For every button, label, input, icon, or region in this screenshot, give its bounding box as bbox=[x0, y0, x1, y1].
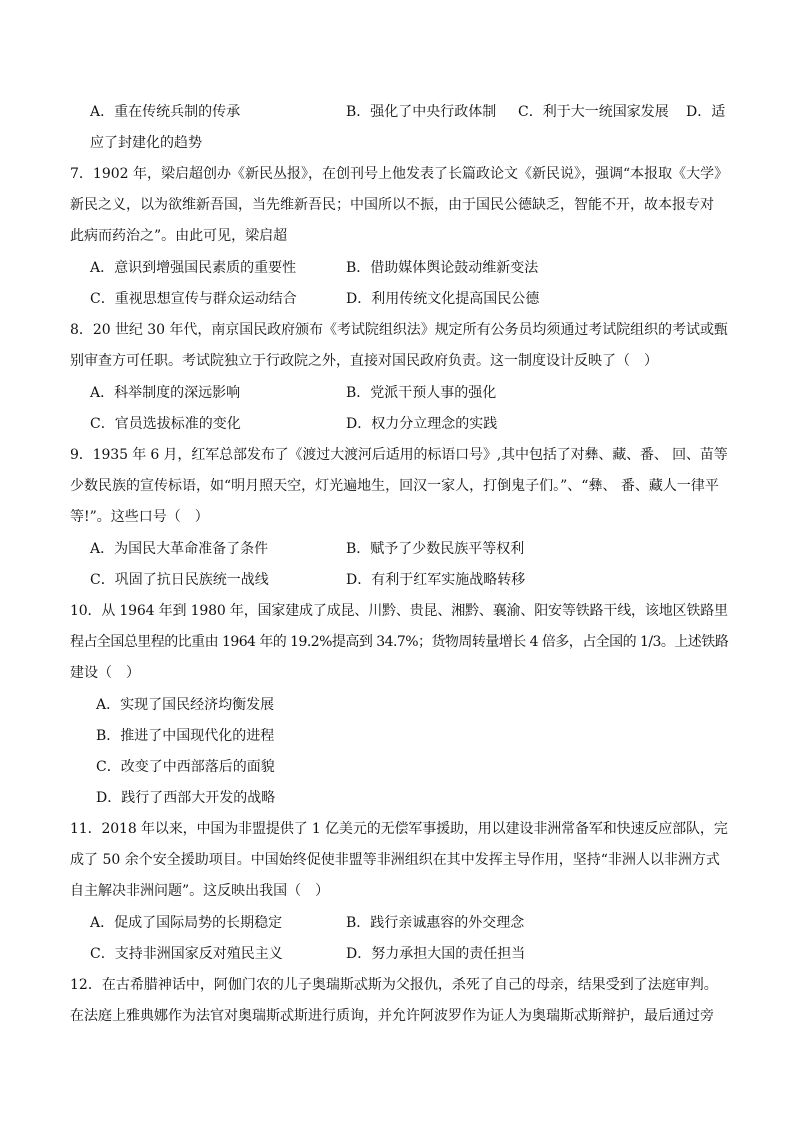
q11-option-a: A．促成了国际局势的长期稳定 bbox=[90, 915, 283, 931]
q6-option-a: A．重在传统兵制的传承 bbox=[90, 104, 241, 120]
q11-stem-line-1: 11．2018 年以来，中国为非盟提供了 1 亿美元的无偿军事援助，用以建设非洲常备军和快速反应部队，完 bbox=[70, 821, 728, 837]
q9-stem-line-1: 9．1935 年 6 月，红军总部发布了《渡过大渡河后适用的标语口号》,其中包括了对彝、藏、番、 回、苗等 bbox=[70, 447, 728, 463]
q11-stem-line-2: 成了 50 余个安全援助项目。中国始终促使非盟等非洲组织在其中发挥主导作用，坚持“非洲人以非洲方式 bbox=[70, 852, 720, 868]
q8-option-d: D．权力分立理念的实践 bbox=[346, 416, 498, 432]
q9-option-b: B．赋予了少数民族平等权利 bbox=[346, 541, 525, 557]
q9-option-c: C．巩固了抗日民族统一战线 bbox=[90, 572, 269, 588]
q10-stem-line-3: 建设（ ） bbox=[70, 665, 140, 681]
q10-option-a: A．实现了国民经济均衡发展 bbox=[96, 697, 275, 713]
q7-option-c: C．重视思想宣传与群众运动结合 bbox=[90, 291, 297, 307]
q6-option-d-continuation: 应了封建化的趋势 bbox=[90, 135, 202, 151]
q8-option-a: A．科举制度的深远影响 bbox=[90, 385, 241, 401]
q7-option-a: A．意识到增强国民素质的重要性 bbox=[90, 260, 297, 276]
q9-stem-line-2: 少数民族的宣传标语，如“明月照天空，灯光遍地生，回汉一家人，打倒鬼子们。”、“彝、 番、藏人一律平 bbox=[70, 478, 719, 494]
q10-stem-line-2: 程占全国总里程的比重由 1964 年的 19.2%提高到 34.7%；货物周转量增长 4 倍多，占全国的 1/3。上述铁路 bbox=[70, 634, 729, 650]
q7-stem-line-2: 新民之义，以为欲维新吾国，当先维新吾民；中国所以不振，由于国民公德缺乏，智能不开，故本报专对 bbox=[70, 197, 714, 213]
q6-option-d: D．适 bbox=[686, 104, 726, 120]
q8-option-b: B．党派干预人事的强化 bbox=[346, 385, 497, 401]
q11-option-b: B．践行亲诚惠容的外交理念 bbox=[346, 915, 525, 931]
q7-stem-line-1: 7．1902 年，梁启超创办《新民丛报》，在创刊号上他发表了长篇政论文《新民说》，强调“本报取《大学》 bbox=[70, 166, 729, 182]
q12-stem-line-2: 在法庭上雅典娜作为法官对奥瑞斯忒斯进行质询，并允许阿波罗作为证人为奥瑞斯忒斯辩护，最后通过旁 bbox=[70, 1008, 714, 1024]
q9-option-a: A．为国民大革命准备了条件 bbox=[90, 541, 269, 557]
q11-option-d: D．努力承担大国的责任担当 bbox=[346, 946, 526, 962]
q12-stem-line-1: 12．在古希腊神话中，阿伽门农的儿子奥瑞斯忒斯为父报仇，杀死了自己的母亲，结果受到了法庭审判。 bbox=[70, 977, 718, 993]
q10-stem-line-1: 10．从 1964 年到 1980 年，国家建成了成昆、川黔、贵昆、湘黔、襄渝、阳安等铁路干线，该地区铁路里 bbox=[70, 603, 728, 619]
q9-stem-line-3: 等!”。这些口号（ ） bbox=[70, 509, 209, 525]
q10-option-c: C．改变了中西部落后的面貌 bbox=[96, 759, 275, 775]
q7-stem-line-3: 此病而药治之”。由此可见，梁启超 bbox=[70, 228, 288, 244]
q11-stem-line-3: 自主解决非洲问题”。这反映出我国（ ） bbox=[70, 883, 330, 899]
q6-option-c: C．利于大一统国家发展 bbox=[518, 104, 669, 120]
q7-option-b: B．借助媒体舆论鼓动维新变法 bbox=[346, 260, 539, 276]
q7-option-d: D．利用传统文化提高国民公德 bbox=[346, 291, 540, 307]
q8-stem-line-1: 8．20 世纪 30 年代，南京国民政府颁布《考试院组织法》规定所有公务员均须通过考试院组织的考试或甄 bbox=[70, 322, 728, 338]
q10-option-d: D．践行了西部大开发的战略 bbox=[96, 790, 276, 806]
q11-option-c: C．支持非洲国家反对殖民主义 bbox=[90, 946, 283, 962]
q9-option-d: D．有利于红军实施战略转移 bbox=[346, 572, 526, 588]
q6-option-b: B．强化了中央行政体制 bbox=[346, 104, 497, 120]
q8-stem-line-2: 别审查方可任职。考试院独立于行政院之外，直接对国民政府负责。这一制度设计反映了（ ） bbox=[70, 353, 658, 369]
q10-option-b: B．推进了中国现代化的进程 bbox=[96, 728, 275, 744]
q8-option-c: C．官员选拔标准的变化 bbox=[90, 416, 241, 432]
